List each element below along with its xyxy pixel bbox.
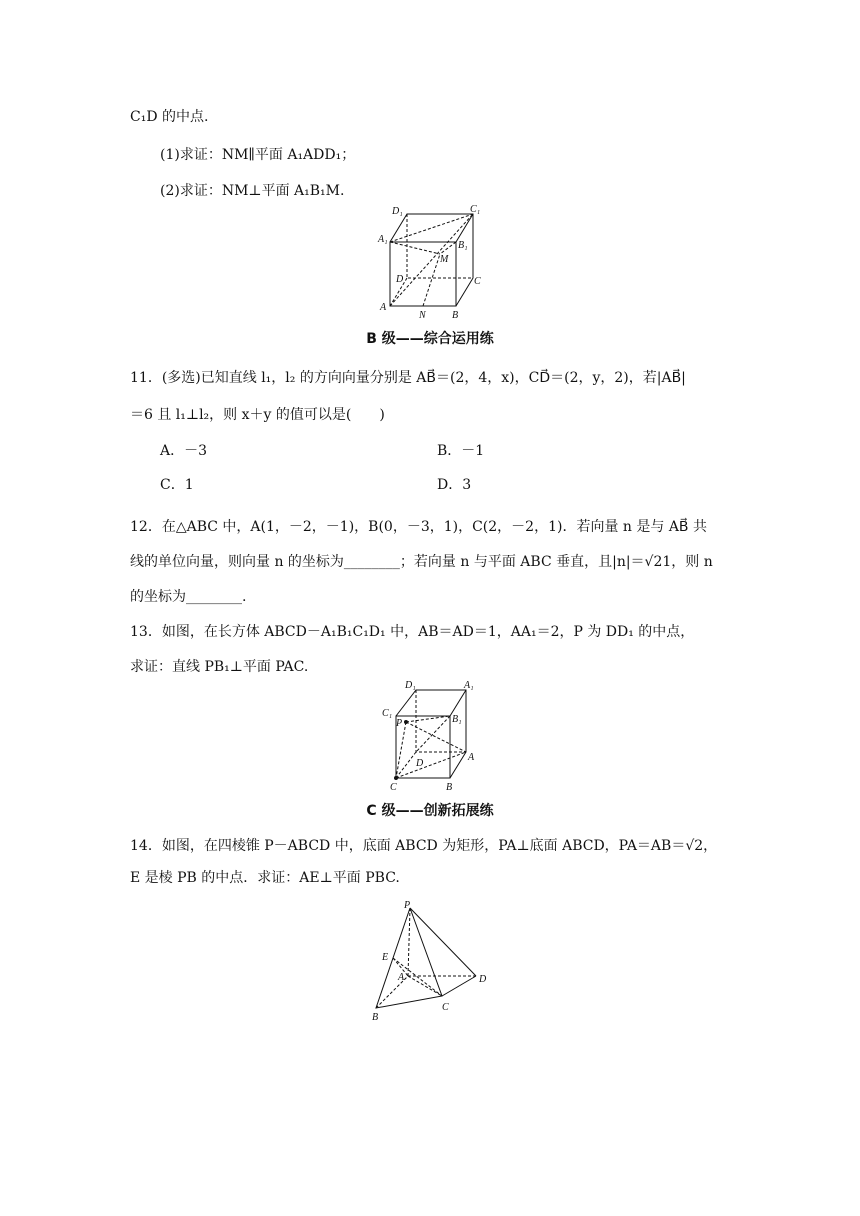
q10-line0: C₁D 的中点.	[130, 109, 209, 125]
label-C1: C₁	[470, 204, 481, 215]
label-A: A	[398, 972, 405, 983]
label-A: A	[380, 302, 387, 313]
label-A: A	[468, 752, 475, 763]
q14-line2: E 是棱 PB 的中点．求证：AE⊥平面 PBC.	[130, 870, 400, 886]
q10-part2: (2)求证：NM⊥平面 A₁B₁M.	[160, 183, 345, 199]
q12-line1: 12．在△ABC 中，A(1，－2，－1)，B(0，－3，1)，C(2，－2，1)．若向量 n 是与 AB⃗ 共	[130, 519, 707, 535]
label-M: M	[440, 254, 449, 265]
label-C: C	[390, 782, 397, 793]
q10-part1: (1)求证：NM∥平面 A₁ADD₁；	[160, 147, 356, 163]
q11-option-a: A．－3	[160, 443, 208, 459]
figure-cuboid-2	[372, 676, 492, 796]
q11-option-d: D．3	[437, 477, 472, 493]
q11-option-c: C．1	[160, 477, 194, 493]
section-b-heading: B 级——综合运用练	[366, 331, 494, 347]
q13-line2: 求证：直线 PB₁⊥平面 PAC.	[130, 659, 309, 675]
q13-line1: 13．如图，在长方体 ABCD－A₁B₁C₁D₁ 中，AB＝AD＝1，AA₁＝2，P 为 DD₁ 的中点，	[130, 624, 695, 640]
figure-pyramid-3	[366, 896, 496, 1024]
label-C1: C₁	[382, 708, 393, 719]
q14-line1: 14．如图，在四棱锥 P－ABCD 中，底面 ABCD 为矩形，PA⊥底面 ABCD，PA＝AB＝√2，	[130, 838, 718, 854]
label-B1: B₁	[452, 714, 462, 725]
label-B1: B₁	[458, 240, 468, 251]
label-A1: A₁	[464, 680, 474, 691]
q12-line2: 线的单位向量，则向量 n 的坐标为________；若向量 n 与平面 ABC 垂直，且|n|＝√21，则 n	[130, 554, 713, 570]
label-B: B	[446, 782, 453, 793]
label-B: B	[452, 310, 459, 321]
label-D1: D₁	[405, 680, 416, 691]
label-D: D	[416, 758, 424, 769]
q11-line1: 11．(多选)已知直线 l₁，l₂ 的方向向量分别是 AB⃗＝(2，4，x)，CD⃗＝(2，y，2)，若|AB⃗|	[130, 370, 686, 386]
label-D: D	[396, 274, 404, 285]
label-P: P	[396, 718, 403, 729]
label-C: C	[442, 1002, 449, 1013]
label-C: C	[474, 276, 481, 287]
q11-line2: ＝6 且 l₁⊥l₂，则 x＋y 的值可以是( )	[130, 407, 385, 423]
label-P: P	[404, 900, 411, 911]
label-D1: D₁	[392, 206, 403, 217]
label-D: D	[479, 974, 487, 985]
label-B: B	[372, 1012, 379, 1023]
section-c-heading: C 级——创新拓展练	[366, 803, 494, 819]
label-N: N	[419, 310, 426, 321]
label-E: E	[382, 952, 389, 963]
q12-line3: 的坐标为________.	[130, 589, 247, 605]
label-A1: A₁	[378, 234, 388, 245]
figure-cube-1	[370, 202, 490, 322]
q11-option-b: B．－1	[437, 443, 485, 459]
